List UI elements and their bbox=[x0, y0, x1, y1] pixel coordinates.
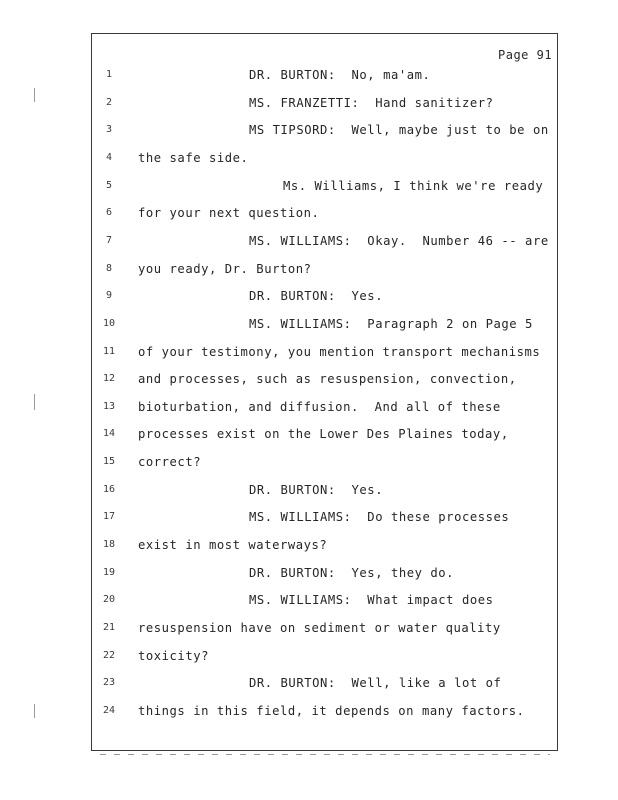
line-number: 21 bbox=[102, 622, 116, 633]
transcript-line: DR. BURTON: Yes. bbox=[249, 482, 384, 497]
left-margin-mark bbox=[34, 704, 35, 718]
scan-noise bbox=[100, 754, 550, 755]
transcript-line: MS. WILLIAMS: Do these processes bbox=[249, 510, 510, 525]
line-number: 17 bbox=[102, 511, 116, 523]
line-number: 4 bbox=[105, 151, 113, 163]
line-number: 23 bbox=[102, 677, 116, 689]
left-margin-mark bbox=[34, 88, 35, 102]
line-number: 9 bbox=[105, 290, 113, 302]
line-number: 7 bbox=[105, 234, 113, 246]
transcript-line: DR. BURTON: Well, like a lot of bbox=[249, 676, 502, 691]
line-number: 24 bbox=[102, 704, 116, 716]
transcript-line: you ready, Dr. Burton? bbox=[138, 261, 312, 276]
transcript-line: things in this field, it depends on many factors. bbox=[138, 703, 525, 718]
transcript-line: exist in most waterways? bbox=[138, 538, 328, 553]
transcript-line: for your next question. bbox=[138, 206, 320, 221]
line-number: 14 bbox=[102, 428, 116, 440]
left-margin-mark bbox=[34, 394, 35, 410]
transcript-line: bioturbation, and diffusion. And all of these bbox=[138, 399, 501, 414]
transcript-line: MS. WILLIAMS: Okay. Number 46 -- are bbox=[249, 233, 549, 248]
transcript-line: MS. WILLIAMS: What impact does bbox=[249, 593, 494, 608]
transcript-line: and processes, such as resuspension, convection, bbox=[138, 372, 517, 387]
transcript-line: MS. WILLIAMS: Paragraph 2 on Page 5 bbox=[249, 316, 533, 331]
transcript-page-frame bbox=[91, 33, 558, 751]
line-number: 22 bbox=[102, 649, 116, 661]
line-number: 15 bbox=[102, 456, 116, 468]
transcript-line: processes exist on the Lower Des Plaines today, bbox=[138, 427, 509, 442]
transcript-line: resuspension have on sediment or water quality bbox=[138, 621, 501, 635]
transcript-line: MS TIPSORD: Well, maybe just to be on bbox=[249, 123, 549, 138]
transcript-line: DR. BURTON: No, ma'am. bbox=[249, 68, 431, 82]
line-number: 11 bbox=[102, 345, 116, 357]
line-number: 12 bbox=[102, 373, 116, 385]
transcript-line: of your testimony, you mention transport mechanisms bbox=[138, 344, 541, 359]
line-number: 20 bbox=[102, 594, 116, 606]
transcript-line: toxicity? bbox=[138, 648, 209, 663]
transcript-line: the safe side. bbox=[138, 150, 249, 165]
line-number: 13 bbox=[102, 400, 116, 412]
line-number: 19 bbox=[102, 566, 116, 578]
line-number: 2 bbox=[105, 96, 113, 108]
transcript-line: DR. BURTON: Yes, they do. bbox=[249, 565, 455, 580]
line-number: 1 bbox=[105, 69, 113, 80]
line-number: 18 bbox=[102, 539, 116, 551]
line-number: 6 bbox=[105, 207, 113, 219]
transcript-line: correct? bbox=[138, 455, 202, 470]
line-number: 3 bbox=[105, 124, 113, 136]
line-number: 8 bbox=[105, 262, 113, 274]
line-number: 5 bbox=[105, 179, 113, 191]
page-number: Page 91 bbox=[498, 48, 553, 62]
line-number: 16 bbox=[102, 483, 116, 495]
transcript-line: DR. BURTON: Yes. bbox=[249, 289, 384, 304]
line-number: 10 bbox=[102, 317, 116, 329]
transcript-line: MS. FRANZETTI: Hand sanitizer? bbox=[249, 95, 494, 110]
transcript-line: Ms. Williams, I think we're ready bbox=[283, 178, 544, 193]
